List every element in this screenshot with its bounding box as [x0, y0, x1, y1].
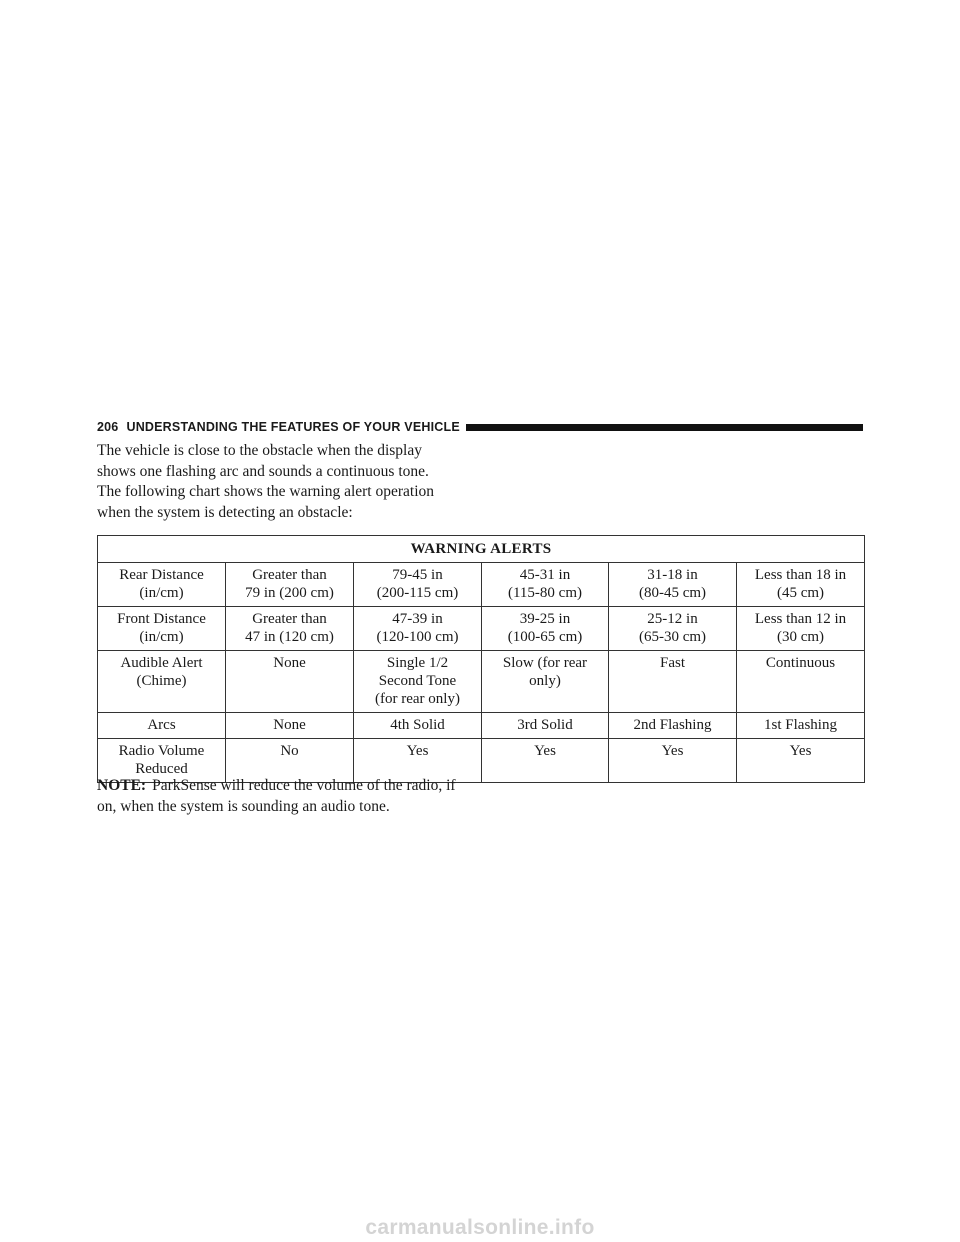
table-cell [609, 713, 737, 739]
cell-text: 1st Flashing [764, 717, 837, 733]
table-cell [737, 739, 865, 783]
row-header-cell [98, 713, 226, 739]
cell-text: (100-65 cm) [507, 629, 583, 645]
table-row [98, 563, 865, 607]
cell-text: 45-31 in [519, 567, 571, 583]
cell-text: None [273, 655, 306, 671]
intro-line: The following chart shows the warning alert operation [97, 483, 435, 500]
cell-text: Rear Distance [119, 567, 204, 583]
cell-text: Greater than [252, 611, 327, 627]
table-cell [737, 651, 865, 713]
page-header [97, 417, 863, 437]
cell-text: Reduced [135, 761, 188, 777]
cell-text: Yes [406, 743, 429, 759]
cell-text: (120-100 cm) [376, 629, 459, 645]
note-line: on, when the system is sounding an audio tone. [97, 797, 390, 815]
row-header-cell [98, 607, 226, 651]
cell-text: 79 in (200 cm) [245, 585, 334, 601]
table-cell [354, 607, 482, 651]
cell-text: only) [529, 673, 561, 689]
table-row [98, 607, 865, 651]
cell-text: (in/cm) [139, 585, 184, 601]
table-cell [737, 607, 865, 651]
table-cell [737, 563, 865, 607]
cell-text: (65-30 cm) [638, 629, 707, 645]
cell-text: Radio Volume [118, 743, 205, 759]
table-cell [354, 563, 482, 607]
intro-line: shows one flashing arc and sounds a continuous tone. [97, 462, 429, 480]
cell-text: (Chime) [136, 673, 187, 689]
cell-text: (30 cm) [776, 629, 825, 645]
cell-text: 31-18 in [647, 567, 698, 583]
cell-text: 25-12 in [647, 611, 698, 627]
cell-text: 4th Solid [390, 717, 445, 733]
table-cell [226, 651, 354, 713]
cell-text: Audible Alert [120, 655, 203, 671]
table-title-row [98, 536, 865, 563]
note-line: ParkSense will reduce the volume of the radio, if [152, 777, 456, 794]
cell-text: Yes [534, 743, 556, 759]
cell-text: 47 in (120 cm) [245, 629, 334, 645]
table-cell [609, 563, 737, 607]
table-cell [354, 651, 482, 713]
table-cell [482, 739, 609, 783]
cell-text: Slow (for rear [502, 655, 588, 671]
note-label: NOTE: [97, 777, 147, 794]
cell-text: No [280, 743, 299, 759]
table-cell [609, 651, 737, 713]
cell-text: Continuous [765, 655, 836, 671]
cell-text: (45 cm) [776, 585, 825, 601]
table-cell [482, 651, 609, 713]
cell-text: 2nd Flashing [633, 717, 712, 733]
header-rule [466, 424, 863, 431]
cell-text: None [273, 717, 306, 733]
table-cell [226, 713, 354, 739]
table-cell [482, 563, 609, 607]
row-header-cell [98, 651, 226, 713]
table-cell [609, 739, 737, 783]
cell-text: Front Distance [117, 611, 206, 627]
cell-text: (in/cm) [139, 629, 184, 645]
cell-text: Less than 12 in [754, 611, 847, 627]
cell-text: Arcs [147, 717, 176, 733]
watermark: carmanualsonline.info [365, 1216, 595, 1239]
cell-text: 47-39 in [392, 611, 443, 627]
cell-text: Single 1/2 [386, 655, 449, 671]
table-cell [482, 713, 609, 739]
cell-text: Yes [661, 743, 684, 759]
table-cell [482, 607, 609, 651]
warning-alerts-table [97, 535, 865, 783]
page-number: 206 [97, 420, 119, 434]
cell-text: (200-115 cm) [376, 585, 459, 601]
table-body [98, 563, 865, 783]
table-cell [226, 607, 354, 651]
intro-line: The vehicle is close to the obstacle when the display [97, 442, 422, 459]
cell-text: 3rd Solid [517, 717, 573, 733]
cell-text: (80-45 cm) [638, 585, 707, 601]
table-cell [226, 563, 354, 607]
cell-text: Yes [789, 743, 812, 759]
table-cell [354, 713, 482, 739]
cell-text: Fast [659, 655, 685, 671]
cell-text: Second Tone [378, 673, 457, 689]
cell-text: (for rear only) [375, 691, 460, 707]
table-title: WARNING ALERTS [98, 536, 865, 563]
cell-text: 39-25 in [519, 611, 571, 627]
section-title: UNDERSTANDING THE FEATURES OF YOUR VEHICLE [126, 420, 460, 434]
cell-text: (115-80 cm) [507, 585, 582, 601]
cell-text: Less than 18 in [754, 567, 847, 583]
row-header-cell [98, 563, 226, 607]
table-row [98, 651, 865, 713]
intro-line: when the system is detecting an obstacle: [97, 503, 353, 521]
cell-text: 79-45 in [392, 567, 443, 583]
note-paragraph [97, 776, 477, 817]
table-cell [737, 713, 865, 739]
table-cell [609, 607, 737, 651]
table-row [98, 713, 865, 739]
cell-text: Greater than [252, 567, 327, 583]
intro-paragraph [97, 441, 475, 523]
